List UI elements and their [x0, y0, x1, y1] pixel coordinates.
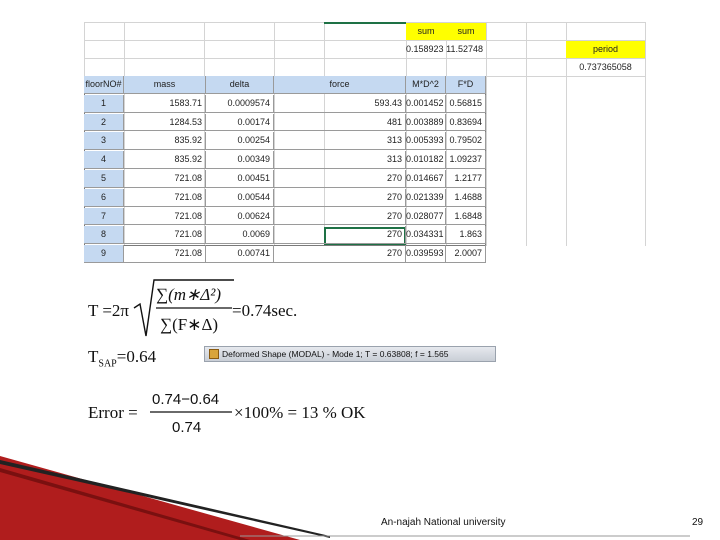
error-lhs: Error =	[88, 403, 138, 422]
table-cell[interactable]: 835.92	[124, 132, 206, 150]
sap-window-titlebar	[204, 346, 496, 362]
table-cell[interactable]: 0.010182	[406, 151, 446, 169]
table-cell[interactable]: 721.08	[124, 189, 206, 207]
table-cell[interactable]: 1.4688	[446, 189, 486, 207]
table-cell[interactable]: 2.0007	[446, 245, 486, 263]
table-cell[interactable]: 0.00624	[206, 208, 274, 226]
table-cell[interactable]: 0.021339	[406, 189, 446, 207]
sum-label-cell[interactable]: sum	[406, 23, 446, 40]
error-formula	[88, 386, 388, 436]
row-index-cell[interactable]: 1	[84, 95, 124, 113]
column-header[interactable]: force	[274, 76, 406, 94]
row-index-cell[interactable]: 8	[84, 226, 124, 244]
table-cell[interactable]: 0.034331	[406, 226, 446, 244]
table-cell[interactable]: 721.08	[124, 226, 206, 244]
row-index-cell[interactable]: 2	[84, 114, 124, 132]
sum-value-cell[interactable]: 11.52748	[446, 44, 483, 54]
table-cell[interactable]: 481	[274, 114, 406, 132]
table-cell[interactable]: 270	[274, 226, 406, 244]
red-swoosh	[0, 456, 300, 540]
column-header[interactable]: floorNO#	[84, 76, 124, 94]
column-selection-marker	[324, 22, 406, 24]
row-index-cell[interactable]: 7	[84, 208, 124, 226]
table-cell[interactable]: 270	[274, 208, 406, 226]
table-cell[interactable]: 1.2177	[446, 170, 486, 188]
row-index-cell[interactable]: 9	[84, 245, 124, 263]
table-cell[interactable]: 0.79502	[446, 132, 486, 150]
row-index-cell[interactable]: 4	[84, 151, 124, 169]
period-label-cell[interactable]: period	[566, 41, 645, 58]
table-cell[interactable]: 0.00349	[206, 151, 274, 169]
table-cell[interactable]: 0.00174	[206, 114, 274, 132]
table-cell[interactable]: 0.56815	[446, 95, 486, 113]
tsap-sub: SAP	[98, 358, 117, 370]
table-cell[interactable]: 1.6848	[446, 208, 486, 226]
period-formula	[88, 274, 328, 344]
table-cell[interactable]: 0.83694	[446, 114, 486, 132]
spreadsheet	[84, 22, 646, 259]
table-cell[interactable]: 0.0009574	[206, 95, 274, 113]
error-denominator: 0.74	[172, 419, 202, 436]
column-header[interactable]: delta	[206, 76, 274, 94]
error-numerator: 0.74−0.64	[152, 391, 220, 408]
sum-value-cell[interactable]: 0.158923	[406, 44, 444, 54]
table-cell[interactable]: 270	[274, 170, 406, 188]
tsap-formula	[88, 347, 156, 369]
table-cell[interactable]: 593.43	[274, 95, 406, 113]
table-cell[interactable]: 0.001452	[406, 95, 446, 113]
table-cell[interactable]: 0.014667	[406, 170, 446, 188]
table-cell[interactable]: 313	[274, 151, 406, 169]
table-cell[interactable]: 0.028077	[406, 208, 446, 226]
tsap-value: =0.64	[116, 347, 157, 366]
sap-window-title: Deformed Shape (MODAL) - Mode 1; T = 0.63808; f = 1.565	[222, 349, 449, 359]
table-cell[interactable]: 270	[274, 189, 406, 207]
row-index-cell[interactable]: 3	[84, 132, 124, 150]
table-cell[interactable]: 313	[274, 132, 406, 150]
period-denominator: ∑(F∗Δ)	[160, 315, 219, 334]
row-index-cell[interactable]: 5	[84, 170, 124, 188]
column-header[interactable]: mass	[124, 76, 206, 94]
period-result: =0.74sec.	[232, 301, 298, 320]
table-cell[interactable]: 0.00451	[206, 170, 274, 188]
sap-app-icon	[209, 349, 219, 359]
table-cell[interactable]: 0.00254	[206, 132, 274, 150]
slide-decoration	[0, 450, 720, 540]
table-cell[interactable]: 0.039593	[406, 245, 446, 263]
period-lhs: T =2π	[88, 301, 129, 320]
sum-label-cell[interactable]: sum	[446, 23, 486, 40]
table-cell[interactable]: 270	[274, 245, 406, 263]
period-value-cell[interactable]: 0.737365058	[579, 62, 632, 72]
table-cell[interactable]: 1583.71	[124, 95, 206, 113]
table-cell[interactable]: 0.00741	[206, 245, 274, 263]
column-header[interactable]: F*D	[446, 76, 486, 94]
error-rhs: ×100% = 13 % OK	[234, 403, 366, 422]
footer-university: An-najah National university	[381, 517, 506, 528]
column-header[interactable]: M*D^2	[406, 76, 446, 94]
table-cell[interactable]: 721.08	[124, 245, 206, 263]
table-cell[interactable]: 721.08	[124, 208, 206, 226]
tsap-main: T	[88, 347, 99, 366]
table-cell[interactable]: 1284.53	[124, 114, 206, 132]
table-cell[interactable]: 835.92	[124, 151, 206, 169]
table-cell[interactable]: 1.863	[446, 226, 486, 244]
table-cell[interactable]: 1.09237	[446, 151, 486, 169]
table-cell[interactable]: 0.003889	[406, 114, 446, 132]
row-index-cell[interactable]: 6	[84, 189, 124, 207]
period-numerator: ∑(m∗Δ²)	[156, 285, 222, 304]
table-cell[interactable]: 721.08	[124, 170, 206, 188]
table-cell[interactable]: 0.005393	[406, 132, 446, 150]
table-cell[interactable]: 0.00544	[206, 189, 274, 207]
table-cell[interactable]: 0.0069	[206, 226, 274, 244]
page-number: 29	[692, 517, 704, 528]
